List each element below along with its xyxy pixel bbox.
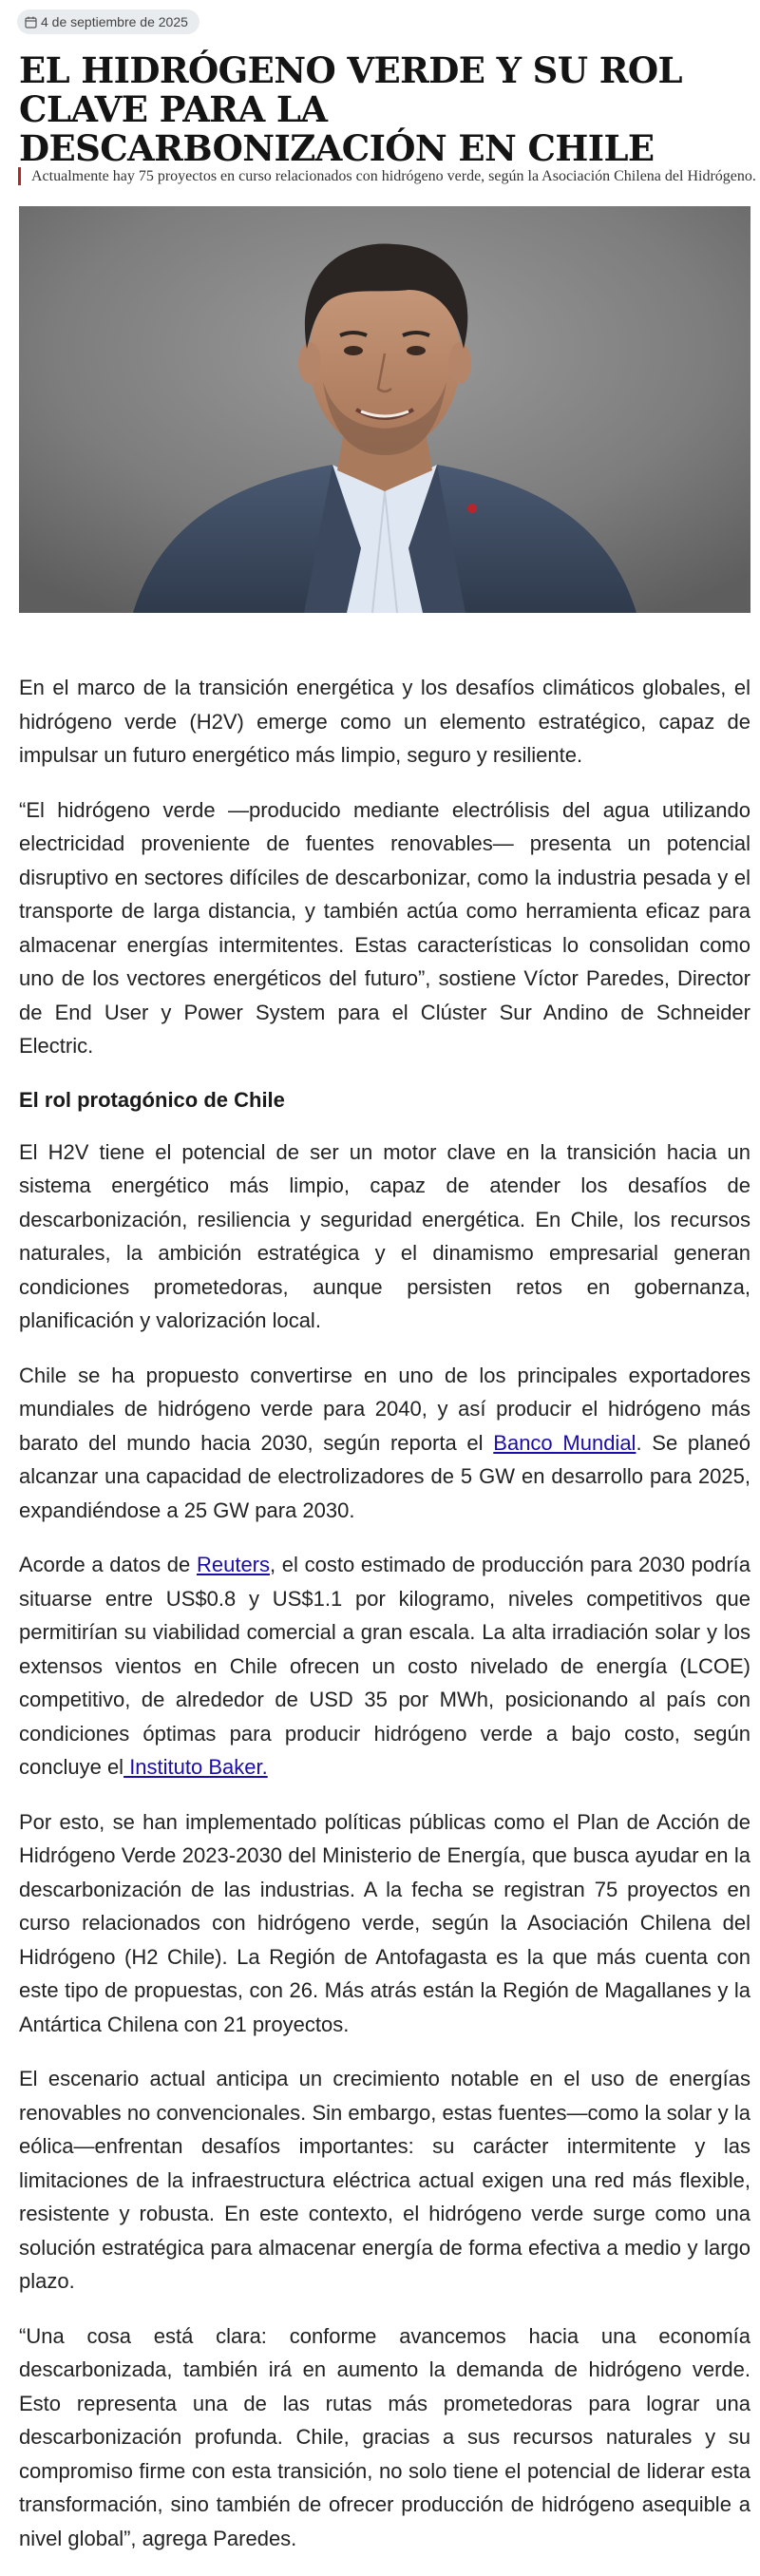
paragraph-text: Acorde a datos de (19, 1553, 197, 1576)
date-badge (17, 10, 200, 34)
banco-mundial-link[interactable]: Banco Mundial (493, 1430, 636, 1455)
paragraph: En el marco de la transición energética y los desafíos climáticos globales, el hidrógeno verde (H2V) emerge como un elemento estratégico, capaz de impulsar un futuro energético más limpio, seguro y resiliente. (19, 676, 750, 767)
paragraph: El escenario actual anticipa un crecimiento notable en el uso de energías renovables no convencionales. Sin embargo, estas fuentes—como la solar y la eólica—enfrentan desafíos importantes: su carácter intermitente y las limitaciones de la infraestructura eléctrica actual exigen una red más flexible, resistente y robusta. En este contexto, el hidrógeno verde surge como una solución estratégica para almacenar energía de forma efectiva a medio y largo plazo. (19, 2067, 750, 2293)
paragraph-text: Chile se ha propuesto convertirse en uno de los principales exportadores mundiales de hidrógeno verde para 2040, y así producir el hidrógeno más barato del mundo hacia 2030, según reporta el (19, 1363, 750, 1455)
instituto-baker-link[interactable]: Instituto Baker. (124, 1755, 268, 1779)
hero-photo (19, 206, 750, 613)
article-title: EL HIDRÓGENO VERDE Y SU ROL CLAVE PARA LA DESCARBONIZACIÓN EN CHILE (19, 49, 682, 169)
paragraph (19, 1359, 750, 1528)
section-heading: El rol protagónico de Chile (19, 1087, 285, 1112)
paragraph-quote: “El hidrógeno verde —producido mediante electrólisis del agua utilizando electricidad proveniente de fuentes renovables— presenta un potencial disruptivo en sectores difíciles de descarbonizar, como la industria pesada y el transporte de larga distancia, y también actúa como herramienta eficaz para almacenar energías intermitentes. Estas características lo consolidan como uno de los vectores energéticos del futuro”, sostiene Víctor Paredes, Director de End User y Power System para el Clúster Sur Andino de Schneider Electric. (19, 797, 750, 1058)
paragraph-text: . Se planeó alcanzar una capacidad de electrolizadores de 5 GW en desarrollo para 2025, expandiéndose a 25 GW para 2030. (19, 1430, 750, 1522)
paragraph: Por esto, se han implementado políticas públicas como el Plan de Acción de Hidrógeno Verde 2023-2030 del Ministerio de Energía, que busca ayudar en la descarbonización de las industrias. A la fecha se registran 75 proyectos en curso relacionados con hidrógeno verde, según la Asociación Chilena del Hidrógeno (H2 Chile). La Región de Antofagasta es la que más cuenta con este tipo de propuestas, con 26. Más atrás están la Región de Magallanes y la Antártica Chilena con 21 proyectos. (19, 1809, 750, 2036)
paragraph: El H2V tiene el potencial de ser un motor clave en la transición hacia un sistema energético más limpio, capaz de atender los desafíos de descarbonización, resiliencia y seguridad energética. En Chile, los recursos naturales, la ambición estratégica y el dinamismo empresarial generan condiciones prometedoras, aunque persisten retos en gobernanza, planificación y valorización local. (19, 1139, 750, 1332)
publish-date: 4 de septiembre de 2025 (41, 14, 188, 29)
article-body (19, 671, 750, 2576)
paragraph-text: , el costo estimado de producción para 2030 podría situarse entre US$0.8 y US$1.1 por kilogramo, niveles competitivos que permitirían su viabilidad comercial a gran escala. La alta irradiación solar y los extensos vientos en Chile ofrecen un costo nivelado de energía (LCOE) competitivo, de alrededor de USD 35 por MWh, posicionando al país con condiciones óptimas para producir hidrógeno verde a bajo costo, según concluye el (19, 1553, 751, 1779)
calendar-icon (25, 16, 37, 29)
reuters-link[interactable]: Reuters (196, 1553, 271, 1576)
paragraph (19, 1548, 750, 1784)
paragraph-quote: “Una cosa está clara: conforme avancemos hacia una economía descarbonizada, también irá en aumento la demanda de hidrógeno verde. Esto representa una de las rutas más prometedoras para lograr una descarbonización profunda. Chile, gracias a sus recursos naturales y su compromiso firme con esta transición, no solo tiene el potencial de liderar esta transformación, sino también de ofrecer producción de hidrógeno asequible a nivel global”, agrega Paredes. (19, 2323, 750, 2550)
article-lede: Actualmente hay 75 proyectos en curso relacionados con hidrógeno verde, según la Asociación Chilena del Hidrógeno. (18, 167, 756, 185)
